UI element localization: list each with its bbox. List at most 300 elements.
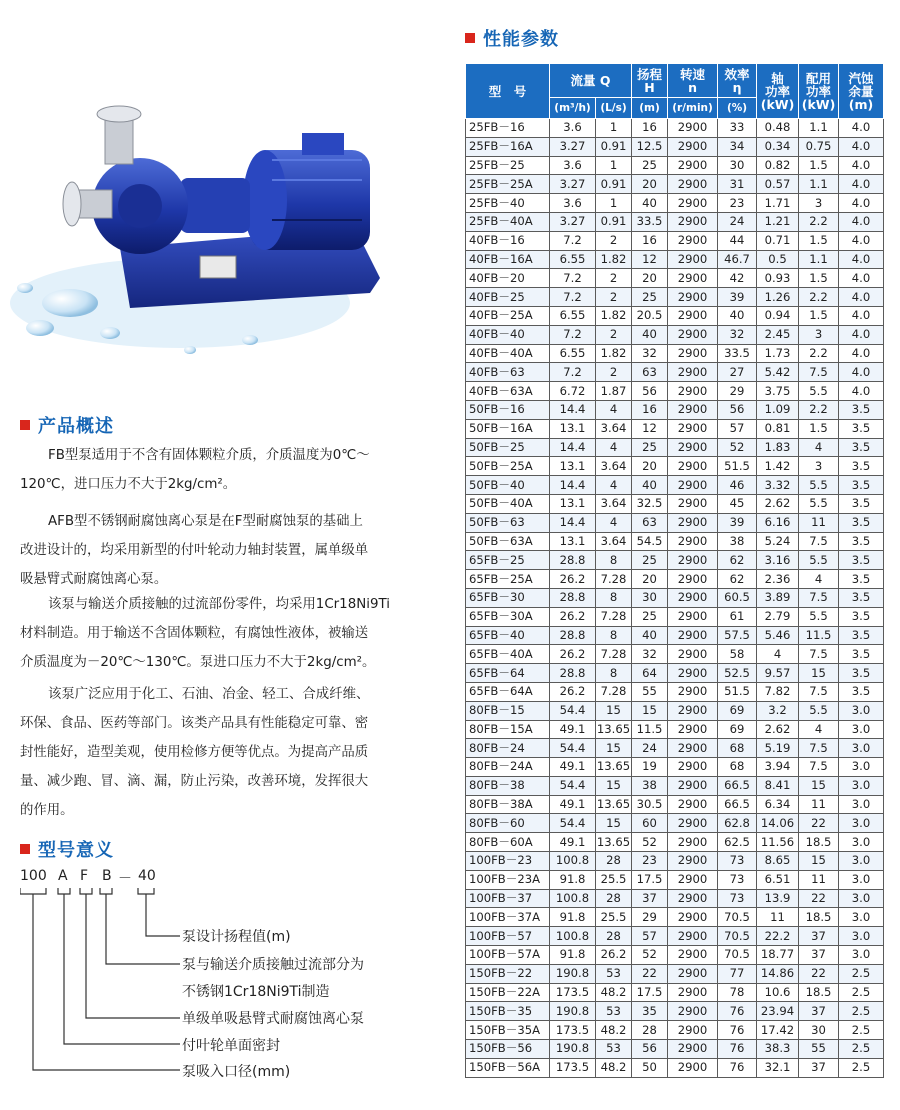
model-cell: 100FB－57 [466,927,550,946]
value-cell: 28 [596,852,632,871]
value-cell: 8.65 [757,852,799,871]
table-row [466,344,884,363]
text-line: AFB型不锈钢耐腐蚀离心泵是在F型耐腐蚀泵的基础上 [48,514,363,529]
value-cell: 3.5 [839,664,884,683]
pump-image [10,78,410,378]
table-row [466,664,884,683]
value-cell: 54.4 [550,776,596,795]
value-cell: 6.34 [757,795,799,814]
value-cell: 7.2 [550,231,596,250]
value-cell: 3.0 [839,720,884,739]
value-cell: 2900 [668,645,718,664]
table-row [466,814,884,833]
value-cell: 73 [718,852,757,871]
value-cell: 3.0 [839,795,884,814]
value-cell: 2900 [668,231,718,250]
performance-table [465,63,884,1078]
value-cell: 8 [596,588,632,607]
value-cell: 5.46 [757,626,799,645]
value-cell: 7.28 [596,645,632,664]
value-cell: 2900 [668,476,718,495]
value-cell: 11 [799,513,839,532]
table-row [466,720,884,739]
value-cell: 13.65 [596,833,632,852]
value-cell: 37 [632,889,668,908]
value-cell: 2.2 [799,400,839,419]
motor-power-label: 配用 功率 (kW) [801,70,836,112]
value-cell: 46 [718,476,757,495]
model-cell: 40FB－40A [466,344,550,363]
value-cell: 3.5 [839,476,884,495]
value-cell: 6.55 [550,306,596,325]
value-cell: 58 [718,645,757,664]
value-cell: 7.5 [799,532,839,551]
value-cell: 4.0 [839,344,884,363]
value-cell: 15 [799,852,839,871]
table-row [466,212,884,231]
overview-paragraph-3 [20,590,438,677]
value-cell: 12 [632,419,668,438]
model-cell: 25FB－16 [466,119,550,138]
value-cell: 2.5 [839,964,884,983]
value-cell: 1.5 [799,419,839,438]
value-cell: 22 [799,964,839,983]
value-cell: 7.82 [757,682,799,701]
value-cell: 37 [799,1002,839,1021]
value-cell: 28.8 [550,626,596,645]
table-row [466,946,884,965]
overview-heading [20,412,114,438]
col-flow-header: 流量 Q [550,64,632,98]
value-cell: 25 [632,551,668,570]
value-cell: 7.2 [550,288,596,307]
value-cell: 63 [632,513,668,532]
heading-bullet-icon [20,420,30,430]
value-cell: 57.5 [718,626,757,645]
value-cell: 7.28 [596,570,632,589]
value-cell: 4.0 [839,175,884,194]
value-cell: 61 [718,607,757,626]
model-cell: 40FB－16 [466,231,550,250]
model-cell: 80FB－24A [466,758,550,777]
value-cell: 1.26 [757,288,799,307]
value-cell: 5.5 [799,607,839,626]
value-cell: 62.5 [718,833,757,852]
table-row [466,682,884,701]
value-cell: 23 [632,852,668,871]
value-cell: 7.2 [550,325,596,344]
overview-paragraph-2 [20,507,438,594]
value-cell: 1.71 [757,194,799,213]
model-cell: 150FB－56 [466,1040,550,1059]
value-cell: 7.5 [799,682,839,701]
value-cell: 4.0 [839,194,884,213]
value-cell: 3.64 [596,532,632,551]
value-cell: 3.64 [596,457,632,476]
value-cell: 30.5 [632,795,668,814]
value-cell: 52 [632,833,668,852]
value-cell: 3 [799,194,839,213]
value-cell: 3.27 [550,175,596,194]
value-cell: 0.93 [757,269,799,288]
value-cell: 13.1 [550,457,596,476]
value-cell: 14.4 [550,400,596,419]
value-cell: 2900 [668,588,718,607]
value-cell: 4.0 [839,288,884,307]
value-cell: 13.9 [757,889,799,908]
value-cell: 2900 [668,269,718,288]
value-cell: 3.5 [839,607,884,626]
legend-head: 泵设计扬程值(m) [182,929,291,945]
value-cell: 20 [632,457,668,476]
value-cell: 25 [632,288,668,307]
model-cell: 100FB－23A [466,870,550,889]
value-cell: 30 [632,588,668,607]
value-cell: 0.91 [596,175,632,194]
value-cell: 2900 [668,400,718,419]
value-cell: 11.5 [799,626,839,645]
value-cell: 4.0 [839,137,884,156]
value-cell: 3 [799,457,839,476]
value-cell: 2900 [668,776,718,795]
model-cell: 40FB－40 [466,325,550,344]
value-cell: 51.5 [718,457,757,476]
head-unit: (m) [632,98,668,119]
value-cell: 3.6 [550,119,596,138]
value-cell: 76 [718,1058,757,1077]
value-cell: 7.5 [799,588,839,607]
table-row [466,457,884,476]
table-row [466,513,884,532]
value-cell: 7.5 [799,739,839,758]
value-cell: 2900 [668,1021,718,1040]
value-cell: 0.91 [596,137,632,156]
value-cell: 53 [596,1040,632,1059]
value-cell: 0.48 [757,119,799,138]
value-cell: 26.2 [596,946,632,965]
model-code-leader-lines [20,880,190,1090]
value-cell: 173.5 [550,983,596,1002]
value-cell: 2900 [668,889,718,908]
model-meaning-heading [20,836,114,862]
value-cell: 26.2 [550,645,596,664]
value-cell: 73 [718,889,757,908]
value-cell: 2900 [668,212,718,231]
value-cell: 48.2 [596,983,632,1002]
table-row [466,306,884,325]
table-row [466,494,884,513]
value-cell: 190.8 [550,964,596,983]
value-cell: 40 [718,306,757,325]
legend-material-2: 不锈钢1Cr18Ni9Ti制造 [182,984,330,1000]
value-cell: 4 [596,400,632,419]
value-cell: 0.82 [757,156,799,175]
value-cell: 7.5 [799,758,839,777]
value-cell: 49.1 [550,758,596,777]
col-head-header [632,64,668,98]
value-cell: 7.2 [550,269,596,288]
value-cell: 3.0 [839,889,884,908]
value-cell: 17.5 [632,870,668,889]
value-cell: 2900 [668,908,718,927]
value-cell: 4.0 [839,325,884,344]
value-cell: 3.5 [839,570,884,589]
value-cell: 11 [799,795,839,814]
value-cell: 1.21 [757,212,799,231]
model-cell: 65FB－64A [466,682,550,701]
model-cell: 25FB－40 [466,194,550,213]
table-row [466,419,884,438]
value-cell: 73 [718,870,757,889]
value-cell: 2900 [668,870,718,889]
code-part-head: 40 [138,868,156,884]
table-row [466,269,884,288]
value-cell: 1.82 [596,344,632,363]
overview-paragraph-1 [20,441,438,499]
value-cell: 0.91 [596,212,632,231]
value-cell: 68 [718,739,757,758]
col-efficiency-header [718,64,757,98]
value-cell: 1 [596,156,632,175]
value-cell: 40 [632,476,668,495]
value-cell: 33.5 [718,344,757,363]
value-cell: 3.5 [839,532,884,551]
value-cell: 2.45 [757,325,799,344]
performance-title: 性能参数 [483,29,559,50]
value-cell: 69 [718,720,757,739]
value-cell: 62 [718,570,757,589]
value-cell: 8 [596,551,632,570]
value-cell: 3.6 [550,194,596,213]
value-cell: 173.5 [550,1021,596,1040]
model-cell: 50FB－16A [466,419,550,438]
value-cell: 2900 [668,964,718,983]
col-shaft-power-header [757,64,799,119]
value-cell: 10.6 [757,983,799,1002]
table-row [466,870,884,889]
value-cell: 3.5 [839,419,884,438]
value-cell: 2900 [668,570,718,589]
value-cell: 13.65 [596,758,632,777]
code-part-seal: A [58,868,68,884]
value-cell: 91.8 [550,870,596,889]
value-cell: 2.62 [757,494,799,513]
model-cell: 65FB－64 [466,664,550,683]
value-cell: 12.5 [632,137,668,156]
model-cell: 80FB－15 [466,701,550,720]
model-cell: 25FB－25 [466,156,550,175]
value-cell: 3.0 [839,739,884,758]
efficiency-unit: (%) [718,98,757,119]
value-cell: 3.0 [839,701,884,720]
value-cell: 2900 [668,1040,718,1059]
table-row [466,795,884,814]
value-cell: 37 [799,927,839,946]
value-cell: 3.75 [757,382,799,401]
value-cell: 2900 [668,983,718,1002]
value-cell: 0.5 [757,250,799,269]
value-cell: 52.5 [718,664,757,683]
value-cell: 2900 [668,194,718,213]
value-cell: 42 [718,269,757,288]
value-cell: 12 [632,250,668,269]
table-row [466,833,884,852]
value-cell: 60.5 [718,588,757,607]
value-cell: 4 [799,720,839,739]
value-cell: 32 [632,645,668,664]
value-cell: 4.0 [839,269,884,288]
table-row [466,382,884,401]
value-cell: 2900 [668,363,718,382]
value-cell: 25.5 [596,908,632,927]
value-cell: 16 [632,400,668,419]
table-row [466,551,884,570]
value-cell: 14.4 [550,513,596,532]
value-cell: 2900 [668,438,718,457]
value-cell: 5.5 [799,551,839,570]
value-cell: 60 [632,814,668,833]
value-cell: 3.0 [839,908,884,927]
value-cell: 1.1 [799,175,839,194]
value-cell: 32.1 [757,1058,799,1077]
model-cell: 150FB－35A [466,1021,550,1040]
value-cell: 54.4 [550,814,596,833]
value-cell: 15 [596,776,632,795]
model-cell: 150FB－22A [466,983,550,1002]
value-cell: 3.27 [550,137,596,156]
value-cell: 8 [596,664,632,683]
value-cell: 5.24 [757,532,799,551]
value-cell: 7.2 [550,363,596,382]
value-cell: 3.0 [839,776,884,795]
value-cell: 3.6 [550,156,596,175]
table-row [466,983,884,1002]
value-cell: 5.5 [799,382,839,401]
npsh-label: 汽蚀 余量 (m) [848,70,874,112]
value-cell: 9.57 [757,664,799,683]
value-cell: 14.06 [757,814,799,833]
table-row [466,626,884,645]
value-cell: 32 [718,325,757,344]
value-cell: 56 [632,1040,668,1059]
value-cell: 70.5 [718,946,757,965]
value-cell: 4.0 [839,382,884,401]
value-cell: 3.5 [839,588,884,607]
value-cell: 2900 [668,325,718,344]
table-row [466,156,884,175]
value-cell: 3.0 [839,870,884,889]
value-cell: 3.2 [757,701,799,720]
overview-paragraph-4 [20,680,438,825]
value-cell: 1 [596,119,632,138]
value-cell: 76 [718,1002,757,1021]
value-cell: 2900 [668,306,718,325]
value-cell: 2 [596,288,632,307]
value-cell: 100.8 [550,889,596,908]
value-cell: 28.8 [550,588,596,607]
value-cell: 3.5 [839,551,884,570]
value-cell: 1.5 [799,156,839,175]
value-cell: 2900 [668,419,718,438]
value-cell: 38 [632,776,668,795]
head-label: 扬程 H [637,66,663,95]
table-row [466,607,884,626]
value-cell: 15 [799,776,839,795]
value-cell: 48.2 [596,1021,632,1040]
value-cell: 2 [596,231,632,250]
speed-unit: (r/min) [668,98,718,119]
value-cell: 3.64 [596,494,632,513]
value-cell: 3.0 [839,758,884,777]
value-cell: 3 [799,325,839,344]
value-cell: 4 [799,438,839,457]
value-cell: 2 [596,325,632,344]
text-line: 量、减少跑、冒、滴、漏，防止污染，改善环境，发挥很大 [20,774,369,789]
text-line: FB型泵适用于不含有固体颗粒介质，介质温度为0℃～ [48,448,370,463]
value-cell: 2 [596,269,632,288]
value-cell: 29 [718,382,757,401]
value-cell: 63 [632,363,668,382]
value-cell: 4 [596,476,632,495]
table-row [466,1058,884,1077]
value-cell: 2900 [668,513,718,532]
model-cell: 50FB－25A [466,457,550,476]
table-row [466,1021,884,1040]
value-cell: 4.0 [839,231,884,250]
value-cell: 2.36 [757,570,799,589]
table-row [466,532,884,551]
value-cell: 2900 [668,119,718,138]
value-cell: 4.0 [839,250,884,269]
value-cell: 39 [718,288,757,307]
value-cell: 66.5 [718,795,757,814]
model-cell: 65FB－40A [466,645,550,664]
model-cell: 25FB－40A [466,212,550,231]
value-cell: 15 [799,664,839,683]
value-cell: 4 [799,570,839,589]
value-cell: 28.8 [550,664,596,683]
legend-pump-type: 单级单吸悬臂式耐腐蚀离心泵 [182,1011,364,1027]
model-cell: 100FB－57A [466,946,550,965]
value-cell: 20 [632,570,668,589]
value-cell: 1.1 [799,250,839,269]
value-cell: 8.41 [757,776,799,795]
table-row [466,1002,884,1021]
speed-label: 转速 n [680,66,706,95]
value-cell: 50 [632,1058,668,1077]
text-line: 环保、食品、医药等部门。该类产品具有性能稳定可靠、密 [20,716,369,731]
value-cell: 18.5 [799,833,839,852]
value-cell: 26.2 [550,682,596,701]
value-cell: 3.5 [839,494,884,513]
value-cell: 4.0 [839,306,884,325]
value-cell: 15 [596,739,632,758]
text-line: 的作用。 [20,803,74,818]
model-cell: 80FB－15A [466,720,550,739]
value-cell: 3.0 [839,833,884,852]
value-cell: 44 [718,231,757,250]
value-cell: 46.7 [718,250,757,269]
value-cell: 2900 [668,494,718,513]
value-cell: 22.2 [757,927,799,946]
value-cell: 70.5 [718,927,757,946]
value-cell: 16 [632,231,668,250]
value-cell: 91.8 [550,908,596,927]
value-cell: 25 [632,438,668,457]
value-cell: 2.2 [799,288,839,307]
value-cell: 2900 [668,1002,718,1021]
value-cell: 1 [596,194,632,213]
